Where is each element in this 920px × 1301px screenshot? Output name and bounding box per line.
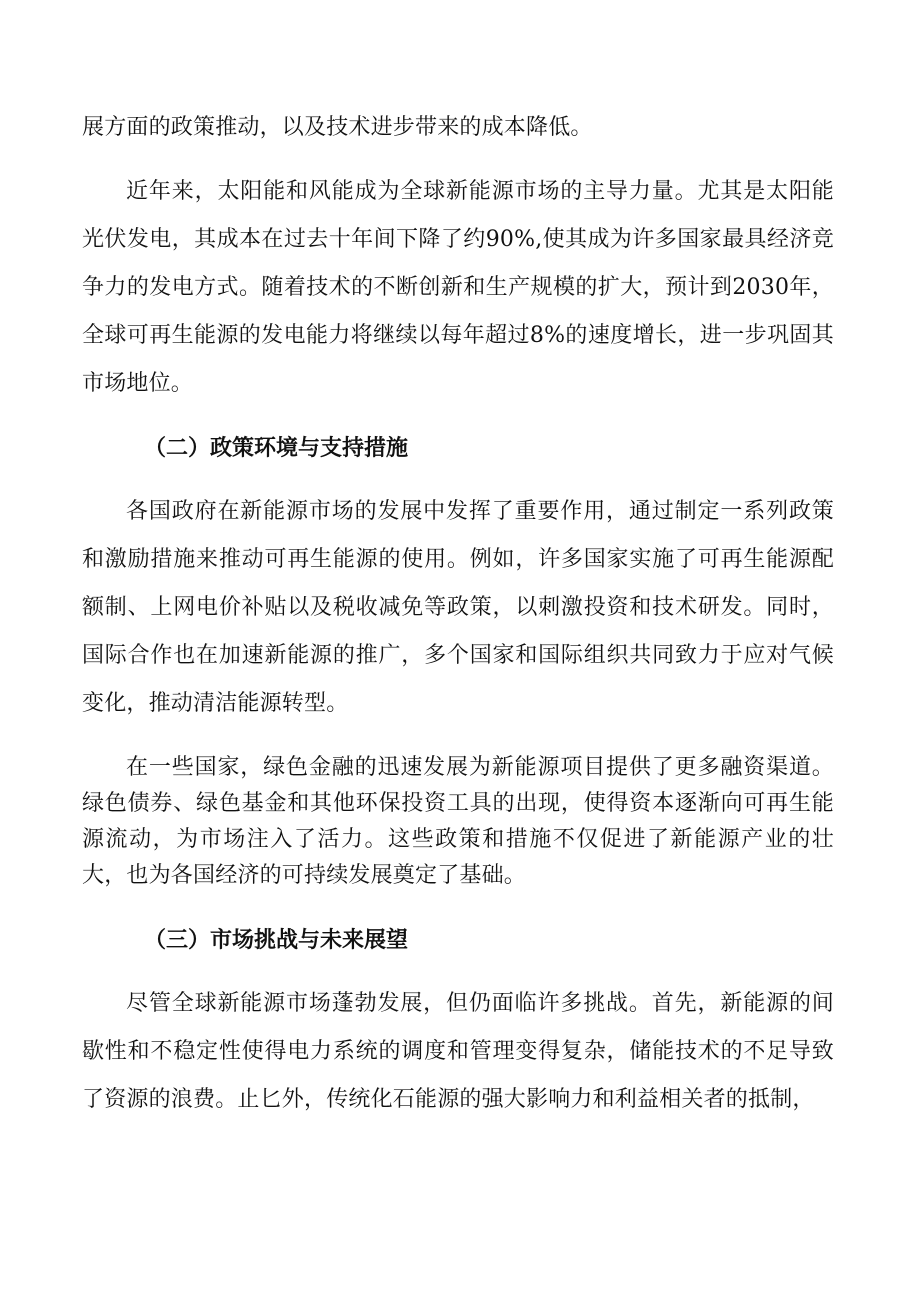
section-heading-challenges: （三）市场挑战与未来展望 (144, 927, 409, 953)
section-heading-policy: （二）政策环境与支持措施 (144, 435, 409, 461)
document-body (82, 104, 834, 1124)
paragraph-solar-wind: 近年来，太阳能和风能成为全球新能源市场的主导力量。尤其是太阳能光伏发电，其成本在过去十年间下降了约90%,使其成为许多国家最具经济竞争力的发电方式。随着技术的不断创新和生产规模的扩大，预计到2030年，全球可再生能源的发电能力将继续以每年超过8%的速度增长，进一步巩固其市场地位。 (82, 179, 834, 396)
paragraph-continuation: 展方面的政策推动，以及技术进步带来的成本降低。 (82, 115, 593, 140)
paragraph-green-finance: 在一些国家，绿色金融的迅速发展为新能源项目提供了更多融资渠道。绿色债券、绿色基金和其他环保投资工具的出现，使得资本逐渐向可再生能源流动，为市场注入了活力。这些政策和措施不仅促进了新能源产业的壮大，也为各国经济的可持续发展奠定了基础。 (82, 755, 834, 888)
paragraph-policy-role: 各国政府在新能源市场的发展中发挥了重要作用，通过制定一系列政策和激励措施来推动可再生能源的使用。例如，许多国家实施了可再生能源配额制、上网电价补贴以及税收减免等政策，以刺激投资和技术研发。同时，国际合作也在加速新能源的推广，多个国家和国际组织共同致力于应对气候变化，推动清洁能源转型。 (82, 499, 834, 716)
paragraph-challenges: 尽管全球新能源市场蓬勃发展，但仍面临许多挑战。首先，新能源的间歇性和不稳定性使得电力系统的调度和管理变得复杂，储能技术的不足导致了资源的浪费。止匕外，传统化石能源的强大影响力和利益相关者的抵制， (82, 991, 834, 1112)
